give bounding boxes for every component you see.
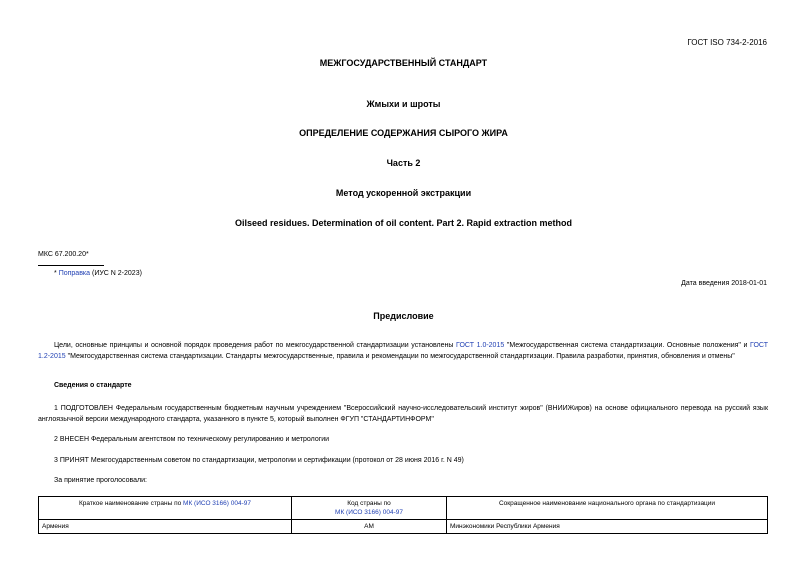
paragraph-text: "Межгосударственная система стандартизации. Стандарты межгосударственные, правила и рекомендации по межгосударственной стандартизации. Правила разработки, принятия, обновления и отмены" bbox=[65, 353, 735, 360]
mk-iso-link[interactable]: МК (ИСО 3166) 004-97 bbox=[335, 509, 403, 516]
footnote-divider bbox=[38, 265, 104, 266]
document-title-english: Oilseed residues. Determination of oil content. Part 2. Rapid extraction method bbox=[234, 218, 573, 228]
amendment-link[interactable]: Поправка bbox=[58, 270, 91, 277]
country-cell: Армения bbox=[39, 520, 292, 534]
body-cell: Минэкономики Республики Армения bbox=[447, 520, 768, 534]
document-code: ГОСТ ISO 734-2-2016 bbox=[687, 38, 767, 47]
mk-iso-link[interactable]: МК (ИСО 3166) 004-97 bbox=[183, 500, 251, 507]
table-row bbox=[39, 520, 768, 534]
document-subject: Жмыхи и шроты bbox=[366, 99, 441, 109]
foreword-heading: Предисловие bbox=[373, 311, 434, 321]
foreword-paragraph bbox=[38, 340, 768, 362]
footnote-star: * bbox=[54, 270, 57, 277]
code-cell: AM bbox=[292, 520, 447, 534]
item-prepared: 1 ПОДГОТОВЛЕН Федеральным государственным бюджетным научным учреждением "Всероссийский научно-исследовательский институт жиров" (ВНИИЖиров) на основе официального перевода на русский язык англоязычной версии международного стандарта, указанного в пункте 5, который выполнен ФГУП "СТАНДАРТИНФОРМ" bbox=[38, 405, 768, 423]
document-part: Часть 2 bbox=[386, 158, 421, 168]
voted-label: За принятие проголосовали: bbox=[54, 477, 147, 484]
footnote-text: (ИУС N 2-2023) bbox=[91, 270, 142, 277]
country-code-header bbox=[292, 497, 447, 520]
item-introduced: 2 ВНЕСЕН Федеральным агентством по техническому регулированию и метрологии bbox=[54, 436, 330, 443]
table-header-row bbox=[39, 497, 768, 520]
header-text: Краткое наименование страны по bbox=[79, 500, 184, 507]
paragraph-text: Цели, основные принципы и основной порядок проведения работ по межгосударственной стандартизации установлены bbox=[54, 342, 457, 349]
standard-type: МЕЖГОСУДАРСТВЕННЫЙ СТАНДАРТ bbox=[319, 58, 488, 68]
mks-code: МКС 67.200.20* bbox=[38, 251, 89, 258]
standard-info-heading: Сведения о стандарте bbox=[54, 382, 132, 389]
item-adopted: 3 ПРИНЯТ Межгосударственным советом по стандартизации, метрологии и сертификации (протокол от 28 июня 2016 г. N 49) bbox=[54, 457, 464, 464]
document-method: Метод ускоренной экстракции bbox=[335, 188, 472, 198]
gost-1-2-link[interactable]: ГОСТ 1.2-2015 bbox=[38, 342, 768, 360]
header-text: Код страны по bbox=[347, 500, 391, 507]
intro-date: Дата введения 2018-01-01 bbox=[681, 280, 767, 287]
country-name-header bbox=[39, 497, 292, 520]
national-body-header: Сокращенное наименование национального органа по стандартизации bbox=[447, 497, 768, 520]
document-title: ОПРЕДЕЛЕНИЕ СОДЕРЖАНИЯ СЫРОГО ЖИРА bbox=[299, 128, 508, 138]
footnote bbox=[54, 270, 142, 277]
voting-countries-table bbox=[38, 496, 768, 534]
paragraph-text: "Межгосударственная система стандартизации. Основные положения" и bbox=[504, 342, 751, 349]
gost-1-0-link[interactable]: ГОСТ 1.0-2015 bbox=[456, 342, 505, 349]
